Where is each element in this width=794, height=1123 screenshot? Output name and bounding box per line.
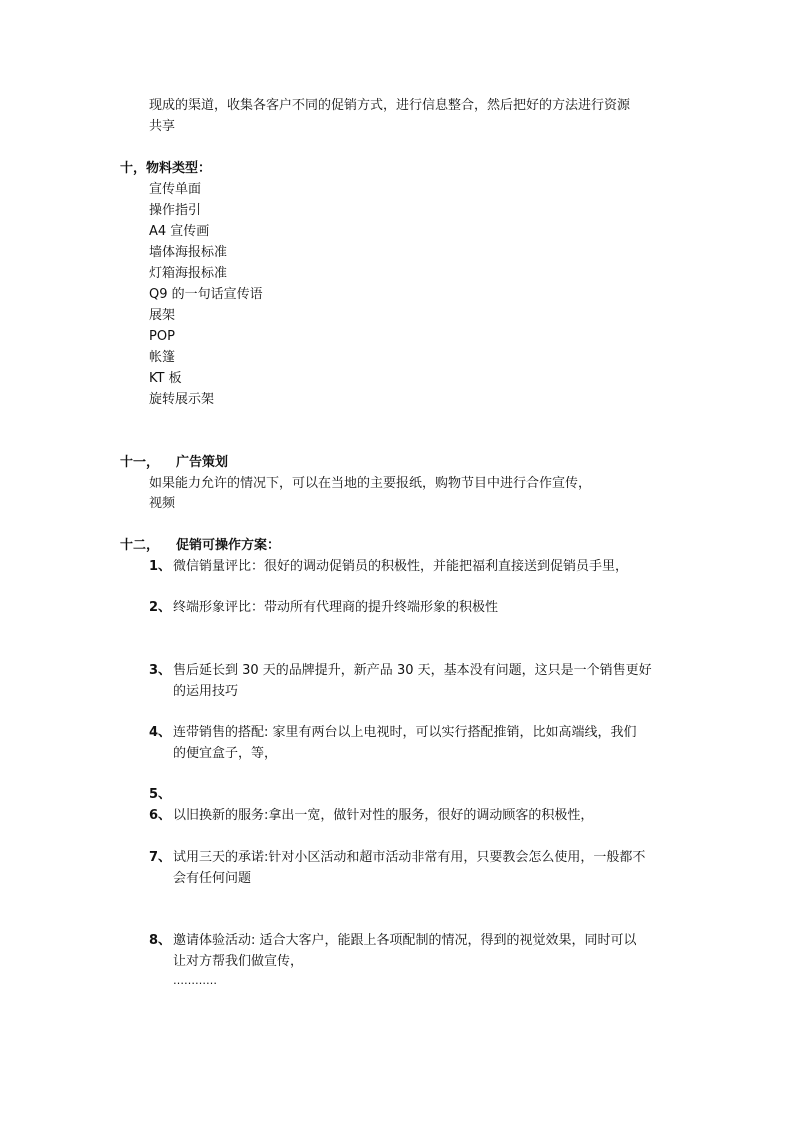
section-10-heading: 十，物料类型： — [120, 161, 212, 176]
list-item-text: 的便宜盒子，等， — [173, 746, 278, 761]
material-item: 操作指引 — [149, 203, 202, 218]
list-item-text: 邀请体验活动: 适合大客户，能跟上各项配制的情况，得到的视觉效果，同时可以 — [173, 933, 637, 948]
list-item-text: 微信销量评比：很好的调动促销员的积极性，并能把福利直接送到促销员手里， — [173, 559, 629, 574]
list-item-number: 5、 — [149, 787, 172, 802]
list-item-text: 的运用技巧 — [173, 684, 239, 699]
material-item: 宣传单面 — [149, 182, 202, 197]
list-item-number: 2、 — [149, 600, 172, 615]
list-item-number: 8、 — [149, 933, 172, 948]
ellipsis-text: ………… — [173, 974, 217, 987]
section-11-title: 广告策划 — [176, 455, 229, 470]
list-item-text: 试用三天的承诺:针对小区活动和超市活动非常有用，只要教会怎么使用，一般都不 — [173, 850, 646, 865]
material-item: 墙体海报标准 — [149, 245, 228, 260]
material-item: 帐篷 — [149, 350, 176, 365]
list-item-number: 6、 — [149, 808, 172, 823]
material-item: KT 板 — [149, 371, 182, 386]
section-11-number: 十一， — [120, 455, 160, 470]
intro-line-1: 现成的渠道，收集各客户不同的促销方式，进行信息整合，然后把好的方法进行资源 — [149, 98, 631, 113]
list-item-text: 让对方帮我们做宣传， — [173, 954, 304, 969]
section-11-line-2: 视频 — [149, 496, 176, 511]
list-item-text: 售后延长到 30 天的品牌提升，新产品 30 天，基本没有问题，这只是一个销售更好 — [173, 663, 652, 678]
section-12-title: 促销可操作方案： — [176, 538, 281, 553]
list-item-number: 3、 — [149, 663, 172, 678]
list-item-text: 以旧换新的服务:拿出一宽，做针对性的服务，很好的调动顾客的积极性， — [173, 808, 594, 823]
section-11-line-1: 如果能力允许的情况下，可以在当地的主要报纸，购物节目中进行合作宣传， — [149, 476, 592, 491]
list-item-text: 终端形象评比：带动所有代理商的提升终端形象的积极性 — [173, 600, 499, 615]
list-item-number: 1、 — [149, 559, 172, 574]
material-item: 旋转展示架 — [149, 392, 215, 407]
material-item: POP — [149, 329, 175, 344]
list-item-text: 会有任何问题 — [173, 871, 252, 886]
material-item: 灯箱海报标准 — [149, 266, 228, 281]
material-item: 展架 — [149, 308, 176, 323]
list-item-number: 4、 — [149, 725, 172, 740]
list-item-text: 连带销售的搭配: 家里有两台以上电视时，可以实行搭配推销，比如高端线，我们 — [173, 725, 637, 740]
material-item: A4 宣传画 — [149, 224, 210, 239]
intro-line-2: 共享 — [149, 119, 176, 134]
section-12-number: 十二， — [120, 538, 160, 553]
list-item-number: 7、 — [149, 850, 172, 865]
material-item: Q9 的一句话宣传语 — [149, 287, 263, 302]
